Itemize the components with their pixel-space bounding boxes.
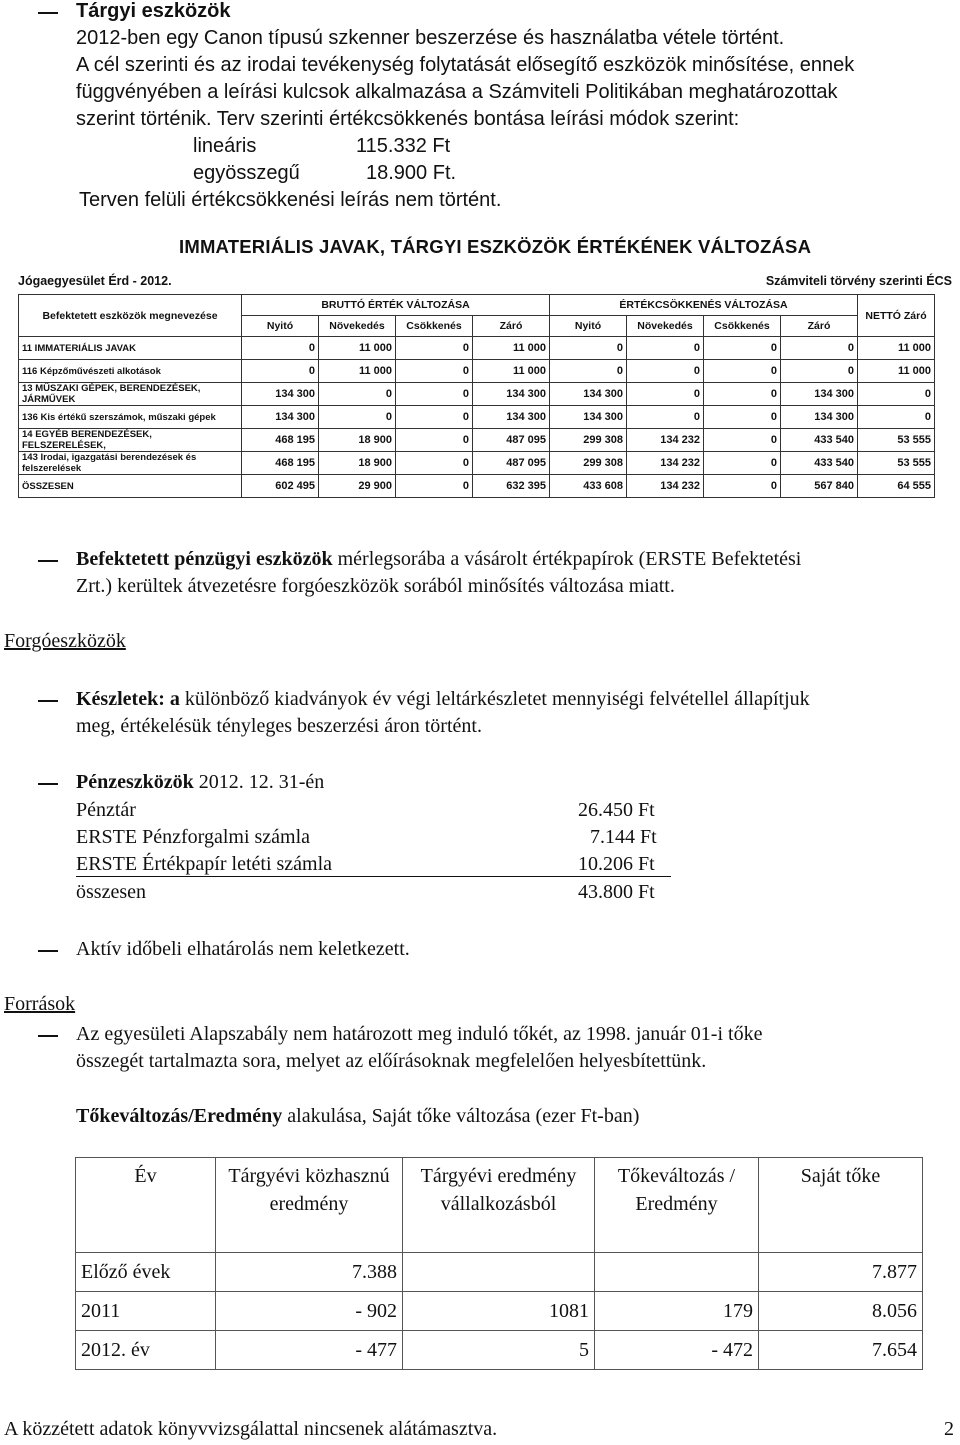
cash-label: ERSTE Pénzforgalmi számla [76,826,311,848]
paragraph-line: A cél szerinti és az irodai tevékenység folytatását elősegítő eszközök minősítése, ennek [76,54,855,76]
paragraph-line: függvényében a leírási kulcsok alkalmazása a Számviteli Politikában meghatározottak [76,81,838,103]
bullet-dash [38,950,58,952]
table-row [19,429,935,452]
paragraph-line: Aktív időbeli elhatárolás nem keletkezett. [76,938,410,960]
cash-label: Pénztár [76,799,136,821]
table-cell: 0 [627,383,704,406]
table-cell [595,1253,759,1292]
table-cell: 7.654 [759,1331,923,1370]
table-cell: 468 195 [242,452,319,475]
table-cell: 0 [704,429,781,452]
sum-rule [76,876,671,877]
table-cell: 433 608 [550,475,627,498]
table-cell: 134 300 [781,406,858,429]
col-subheader: Nyitó [242,316,319,337]
table-cell: 0 [704,337,781,360]
table-cell: 0 [319,383,396,406]
cash-label: összesen [76,881,146,903]
table-cell: - 902 [216,1292,403,1331]
table-cell: 18 900 [319,429,396,452]
row-label: Előző évek [76,1253,216,1292]
paragraph-line: Készletek: a különböző kiadványok év végi leltárkészletet mennyiségi felvétellel állapítjuk [76,688,810,710]
paragraph-line: 2012-ben egy Canon típusú szkenner beszerzése és használatba vétele történt. [76,27,785,49]
page-number: 2 [944,1418,954,1440]
table-cell: 632 395 [473,475,550,498]
table-cell: 299 308 [550,429,627,452]
col-header-item: Befektetett eszközök megnevezése [19,295,242,337]
table-cell: 5 [403,1331,595,1370]
equity-header: Év [76,1158,216,1253]
equity-header: Tárgyévi eredmény vállalkozásból [403,1158,595,1253]
table-row [76,1292,923,1331]
footer-note: A közzétett adatok könyvvizsgálattal nincsenek alátámasztva. [4,1418,498,1440]
table-cell: 0 [396,475,473,498]
table-cell: 602 495 [242,475,319,498]
col-header-gross: BRUTTÓ ÉRTÉK VÁLTOZÁSA [242,295,550,316]
row-label: 2011 [76,1292,216,1331]
bullet-dash [38,12,58,14]
table-cell: 134 300 [781,383,858,406]
col-subheader: Növekedés [319,316,396,337]
depreciation-value: 115.332 Ft [356,135,451,157]
row-label: 136 Kis értékű szerszámok, műszaki gépek [19,406,242,429]
table-cell: 0 [704,383,781,406]
asset-change-table [14,230,958,510]
table-cell: 567 840 [781,475,858,498]
table-cell: 7.388 [216,1253,403,1292]
cash-value: 7.144 Ft [590,826,657,848]
col-header-depr: ÉRTÉKCSÖKKENÉS VÁLTOZÁSA [550,295,858,316]
table-cell: 134 232 [627,475,704,498]
table-row [76,1331,923,1370]
table-row [19,360,935,383]
table-row [76,1253,923,1292]
row-label: ÖSSZESEN [19,475,242,498]
table-cell: 299 308 [550,452,627,475]
table-cell: 0 [550,337,627,360]
paragraph-line: szerint történik. Terv szerinti értékcsökkenés bontása leírási módok szerint: [76,108,740,130]
table-cell: 29 900 [319,475,396,498]
equity-header: Tőkeváltozás / Eredmény [595,1158,759,1253]
table-title: IMMATERIÁLIS JAVAK, TÁRGYI ESZKÖZÖK ÉRTÉKÉNEK VÁLTOZÁSA [179,236,812,257]
bullet-dash [38,560,58,562]
table-cell: 0 [242,360,319,383]
table-cell: 0 [704,475,781,498]
table-cell: 53 555 [858,429,935,452]
section-heading: Tárgyi eszközök [76,0,231,22]
table-cell: 18 900 [319,452,396,475]
col-header-net: NETTÓ Záró [858,295,935,337]
table-cell: 0 [627,406,704,429]
table-cell: 0 [242,337,319,360]
table-cell: 487 095 [473,429,550,452]
table-cell: 134 300 [550,406,627,429]
table-cell: 8.056 [759,1292,923,1331]
bullet-dash [38,783,58,785]
table-org: Jógaegyesület Érd - 2012. [18,274,172,288]
table-row [19,475,935,498]
table-cell: 179 [595,1292,759,1331]
table-cell: 134 232 [627,429,704,452]
cash-value: 10.206 Ft [578,853,655,875]
col-subheader: Csökkenés [396,316,473,337]
table-cell: 11 000 [473,337,550,360]
table-row [19,406,935,429]
cash-label: ERSTE Értékpapír letéti számla [76,853,333,875]
table-cell: 134 232 [627,452,704,475]
table-cell: 53 555 [858,452,935,475]
table-cell: 134 300 [473,383,550,406]
table-cell: 64 555 [858,475,935,498]
table-cell: 0 [396,383,473,406]
table-row [19,383,935,406]
table-cell: - 472 [595,1331,759,1370]
depreciation-label: egyösszegű [193,162,300,184]
table-cell: 0 [704,406,781,429]
table-cell: 134 300 [242,406,319,429]
table-cell: 0 [319,406,396,429]
row-label: 14 EGYÉB BERENDEZÉSEK, FELSZERELÉSEK, [19,429,242,452]
row-label: 2012. év [76,1331,216,1370]
table-cell: 134 300 [242,383,319,406]
row-label: 13 MŰSZAKI GÉPEK, BERENDEZÉSEK, JÁRMŰVEK [19,383,242,406]
table-cell: 134 300 [550,383,627,406]
row-label: 143 Irodai, igazgatási berendezések és felszerelések [19,452,242,475]
table-cell: 0 [627,360,704,383]
table-cell: 0 [396,360,473,383]
section-heading: Forgóeszközök [4,630,126,652]
equity-table [75,1157,923,1370]
cash-value: 43.800 Ft [578,881,655,903]
table-cell: 0 [396,452,473,475]
table-cell: 487 095 [473,452,550,475]
section-heading: Források [4,993,76,1015]
depreciation-label: lineáris [193,135,257,157]
table-cell: 0 [396,429,473,452]
table-cell: 0 [781,337,858,360]
table-cell: 0 [550,360,627,383]
table-cell [403,1253,595,1292]
table-cell: 0 [858,406,935,429]
table-cell: 11 000 [319,337,396,360]
paragraph-line: Az egyesületi Alapszabály nem határozott meg induló tőkét, az 1998. január 01-i tőke [76,1023,763,1045]
col-subheader: Növekedés [627,316,704,337]
table-cell: 7.877 [759,1253,923,1292]
table-cell: - 477 [216,1331,403,1370]
table-cell: 11 000 [858,360,935,383]
table-cell: 0 [627,337,704,360]
col-subheader: Csökkenés [704,316,781,337]
bullet-dash [38,700,58,702]
table-cell: 0 [858,383,935,406]
depreciation-note: Terven felüli értékcsökkenési leírás nem történt. [79,189,502,211]
table-cell: 468 195 [242,429,319,452]
paragraph-line: meg, értékelésük tényleges beszerzési áron történt. [76,715,482,737]
equity-header: Saját tőke [759,1158,923,1253]
table-cell: 0 [396,337,473,360]
table-row [19,337,935,360]
table-cell: 11 000 [858,337,935,360]
table-cell: 433 540 [781,452,858,475]
table-cell: 0 [396,406,473,429]
table-cell: 0 [781,360,858,383]
table-cell: 433 540 [781,429,858,452]
depreciation-value: 18.900 Ft. [366,162,457,184]
equity-caption: Tőkeváltozás/Eredmény alakulása, Saját tőke változása (ezer Ft-ban) [76,1105,640,1127]
col-subheader: Záró [473,316,550,337]
bullet-dash [38,1035,58,1037]
table-cell: 0 [704,452,781,475]
table-basis: Számviteli törvény szerinti ÉCS [765,274,952,288]
paragraph-line: Zrt.) kerültek átvezetésre forgóeszközök sorából minősítés változása miatt. [76,575,675,597]
table-cell: 11 000 [319,360,396,383]
table-cell: 134 300 [473,406,550,429]
table-row [19,452,935,475]
equity-header: Tárgyévi közhasznú eredmény [216,1158,403,1253]
cash-value: 26.450 Ft [578,799,655,821]
row-label: 11 IMMATERIÁLIS JAVAK [19,337,242,360]
row-label: 116 Képzőművészeti alkotások [19,360,242,383]
paragraph-line: összegét tartalmazta sora, melyet az előírásoknak megfelelően helyesbítettünk. [76,1050,707,1072]
table-cell: 1081 [403,1292,595,1331]
table-cell: 0 [704,360,781,383]
paragraph-line: Pénzeszközök 2012. 12. 31-én [76,771,325,793]
col-subheader: Záró [781,316,858,337]
table-cell: 11 000 [473,360,550,383]
paragraph-line: Befektetett pénzügyi eszközök mérlegsorába a vásárolt értékpapírok (ERSTE Befektetési [76,548,802,570]
col-subheader: Nyitó [550,316,627,337]
